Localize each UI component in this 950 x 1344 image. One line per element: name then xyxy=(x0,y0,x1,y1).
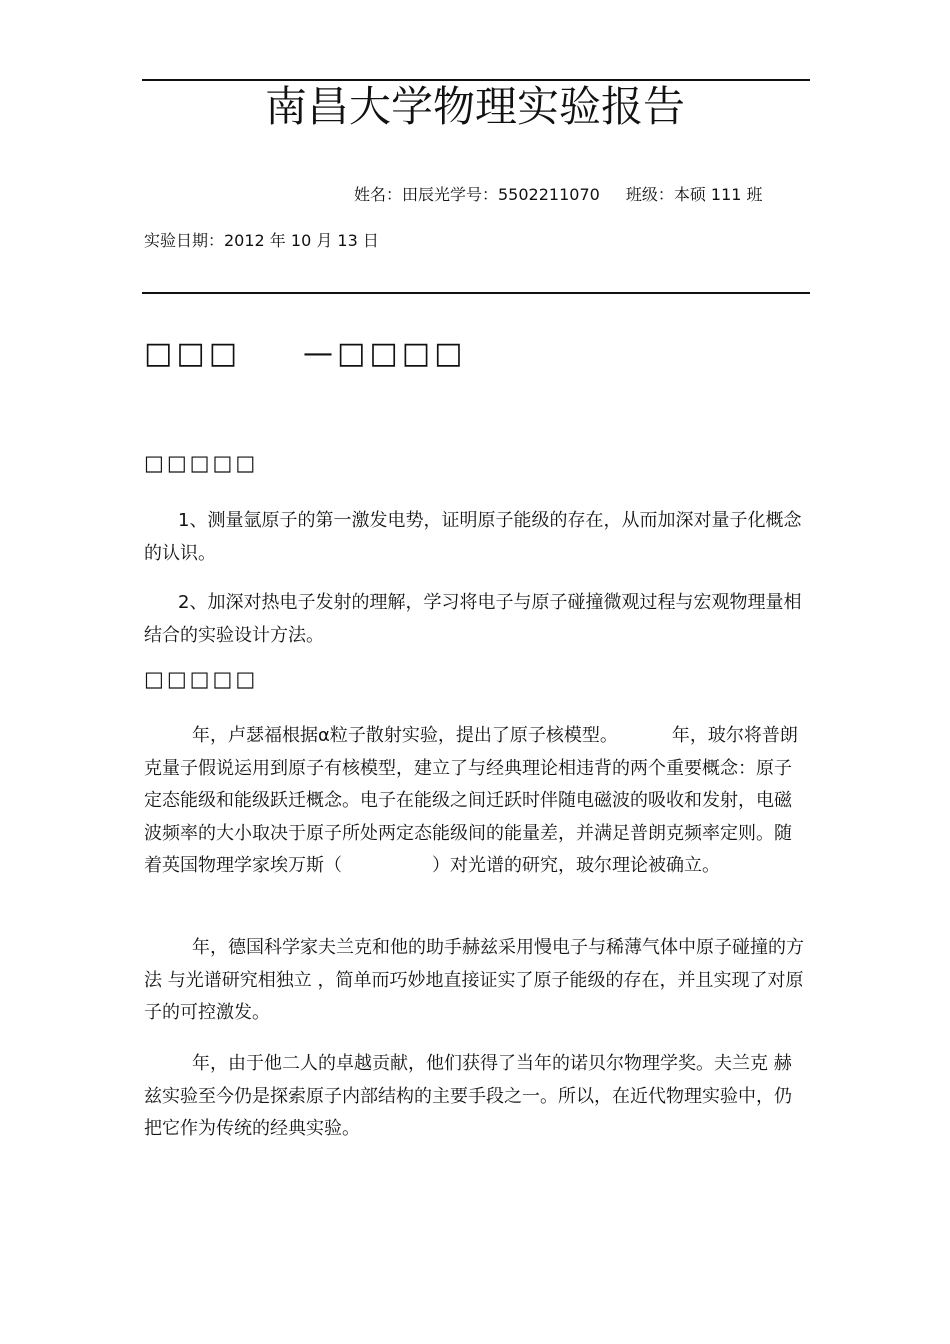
class-field: 班级：本硕 111 班 xyxy=(625,185,763,204)
objective-item-1-text: 1、测量氩原子的第一激发电势，证明原子能级的存在，从而加深对量子化概念的认识。 xyxy=(144,510,802,564)
principle-p3-text: 年，由于他二人的卓越贡献，他们获得了当年的诺贝尔物理学奖。夫兰克 赫兹实验至今仍是探索原子内部结构的主要手段之一。所以，在近代物理实验中，仍把它作为传统的经典实验。 xyxy=(144,1053,792,1140)
middle-rule xyxy=(142,292,810,294)
experiment-title xyxy=(144,336,466,372)
section2-heading: □□□□□ xyxy=(144,667,259,691)
objective-item-2 xyxy=(144,587,808,652)
principle-paragraph-3 xyxy=(144,1048,808,1146)
report-title: 南昌大学物理实验报告 xyxy=(264,82,685,131)
principle-p1-part-a: 年，卢瑟福根据α粒子散射实验，提出了原子核模型。 xyxy=(192,725,618,746)
top-rule xyxy=(142,79,810,81)
principle-p2-text: 年，德国科学家夫兰克和他的助手赫兹采用慢电子与稀薄气体中原子碰撞的方法 与光谱研究相独立 ，简单而巧妙地直接证实了原子能级的存在，并且实现了对原子的可控激发。 xyxy=(144,937,804,1024)
name-field: 姓名：田辰光学号：5502211070 xyxy=(354,185,600,204)
objective-item-1 xyxy=(144,505,808,570)
experiment-title-left: □□□ xyxy=(144,336,242,371)
principle-p1-part-b: 年，玻尔将普朗克量子假说运用到原子有核模型，建立了与经典理论相违背的两个重要概念：原子定态能级和能级跃迁概念。电子在能级之间迁跃时伴随电磁波的吸收和发射，电磁波频率的大小取决于原子所处两定态能级间的能量差，并满足普朗克频率定则。随着英国物理学家埃万斯（ xyxy=(144,725,798,877)
principle-paragraph-1 xyxy=(144,720,808,883)
principle-paragraph-2 xyxy=(144,932,808,1030)
principle-p1-part-c: ）对光谱的研究，玻尔理论被确立。 xyxy=(432,855,720,877)
section1-heading: □□□□□ xyxy=(144,451,259,475)
student-info xyxy=(354,184,763,206)
experiment-title-right: —□□□□ xyxy=(303,336,467,371)
date-field: 实验日期：2012 年 10 月 13 日 xyxy=(144,231,379,250)
objective-item-2-text: 2、加深对热电子发射的理解，学习将电子与原子碰撞微观过程与宏观物理量相结合的实验设计方法。 xyxy=(144,592,802,646)
